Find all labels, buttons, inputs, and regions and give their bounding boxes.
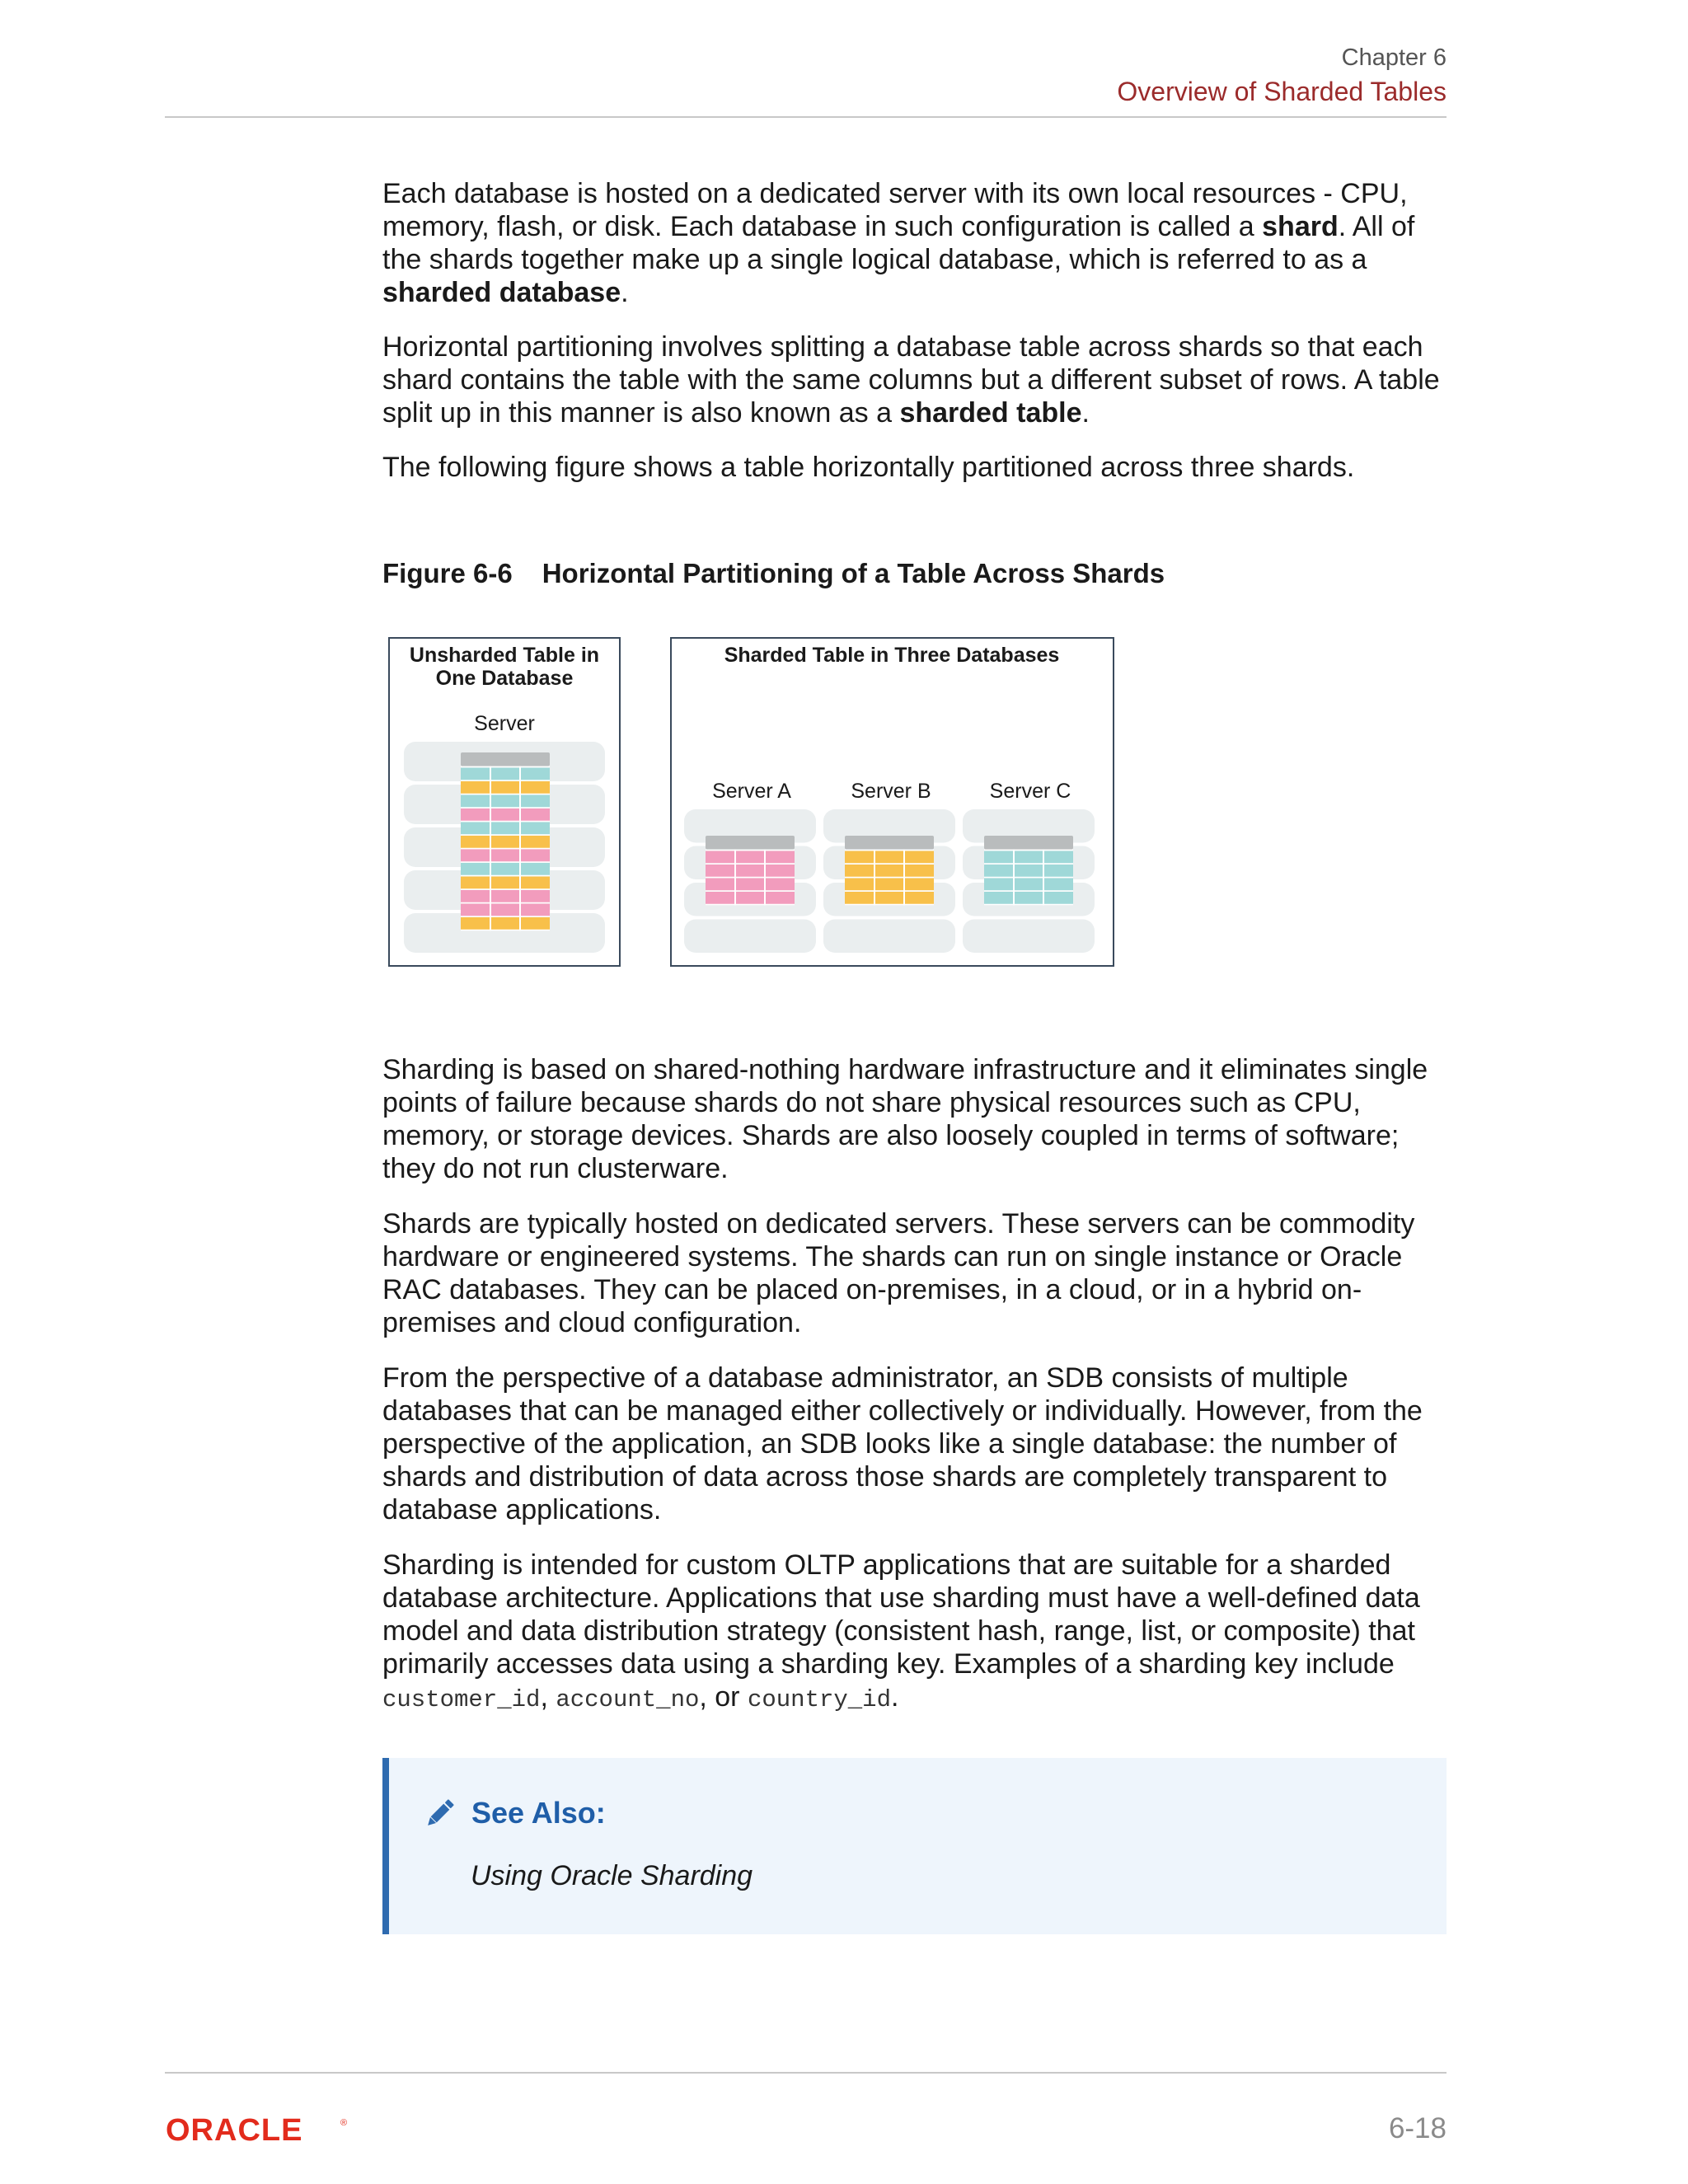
table-row <box>706 879 795 892</box>
table-header <box>706 836 795 850</box>
table-row <box>461 795 550 808</box>
paragraph-7: Sharding is intended for custom OLTP applications that are suitable for a sharded database architecture. Applications that use sharding must have a well-defined data model and data distribution strategy (consistent hash, range, list, or composite) that primarily accesses data using a sharding key. Examples of a sharding key include customer_id, account_no, or country_id. <box>382 1549 1420 1713</box>
server-c-label: Server C <box>989 780 1071 803</box>
code-account-no: account_no <box>556 1686 700 1713</box>
body-text <box>382 1053 1447 1739</box>
table-row <box>706 865 795 878</box>
table-row <box>984 851 1073 865</box>
page-number: 6-18 <box>1388 2112 1447 2144</box>
term-sharded-table: sharded table <box>899 397 1082 429</box>
table-row <box>984 865 1073 878</box>
table-row <box>461 917 550 930</box>
chapter-label: Chapter 6 <box>1341 45 1447 71</box>
table-row <box>845 851 934 865</box>
paragraph-4: Sharding is based on shared-nothing hardware infrastructure and it eliminates single points of failure because shards do not share physical resources such as CPU, memory, or storage devices. Shards are also loosely coupled in terms of software; they do not run clusterware. <box>382 1054 1428 1184</box>
server-icon <box>404 742 605 953</box>
see-also-label: See Also: <box>471 1796 606 1830</box>
table-row <box>706 851 795 865</box>
footer-divider <box>165 2072 1447 2074</box>
oracle-logo <box>166 2116 355 2149</box>
running-header <box>1117 41 1447 109</box>
unsharded-panel <box>389 638 620 966</box>
table-row <box>461 808 550 822</box>
svg-text:ORACLE: ORACLE <box>166 2116 303 2145</box>
sharded-panel <box>671 638 1114 966</box>
code-country-id: country_id <box>747 1686 891 1713</box>
unsharded-server-label: Server <box>474 712 535 735</box>
table-row <box>845 879 934 892</box>
paragraph-3: The following figure shows a table horizontally partitioned across three shards. <box>382 452 1355 483</box>
term-shard: shard <box>1262 211 1339 242</box>
see-also-box <box>382 1758 1447 1934</box>
table-header <box>461 752 550 766</box>
table-row <box>461 890 550 903</box>
intro-text <box>382 177 1447 505</box>
code-customer-id: customer_id <box>382 1686 541 1713</box>
table-row <box>984 892 1073 905</box>
term-sharded-database: sharded database <box>382 277 621 308</box>
figure-number: Figure 6-6 <box>382 558 513 588</box>
table-row <box>706 892 795 905</box>
see-also-heading <box>422 1795 606 1831</box>
see-also-link[interactable]: Using Oracle Sharding <box>471 1860 753 1891</box>
table-row <box>984 879 1073 892</box>
unsharded-title-line1: Unsharded Table in <box>409 644 600 667</box>
server-a-label: Server A <box>712 780 791 803</box>
server-slot <box>963 920 1095 954</box>
table-header <box>845 836 934 850</box>
server-slot <box>684 920 816 954</box>
svg-text:®: ® <box>340 2118 348 2128</box>
figure-caption <box>382 558 1165 589</box>
table-row <box>461 850 550 863</box>
sharded-title: Sharded Table in Three Databases <box>724 644 1060 667</box>
server-slot <box>823 920 955 954</box>
header-divider <box>165 116 1447 118</box>
pencil-icon <box>422 1795 458 1831</box>
table-row <box>845 865 934 878</box>
paragraph-6: From the perspective of a database administrator, an SDB consists of multiple databases that can be managed either collectively or individually. However, from the perspective of the application, an SDB looks like a single database: the number of shards and distribution of data across those shards are completely transparent to database applications. <box>382 1362 1423 1526</box>
sharding-diagram <box>382 635 1124 972</box>
table-row <box>461 904 550 917</box>
server-b-label: Server B <box>851 780 931 803</box>
paragraph-5: Shards are typically hosted on dedicated servers. These servers can be commodity hardware or engineered systems. The shards can run on single instance or Oracle RAC databases. They can be placed on-premises, in a cloud, or in a hybrid on-premises and cloud configuration. <box>382 1208 1415 1338</box>
paragraph-2: Horizontal partitioning involves splitting a database table across shards so that each shard contains the table with the same columns but a different subset of rows. A table split up in this manner is also known as a sharded table. <box>382 331 1440 429</box>
table-row <box>461 836 550 849</box>
table-row <box>845 892 934 905</box>
table-row <box>461 823 550 836</box>
unsharded-title-line2: One Database <box>435 667 574 690</box>
table-row <box>461 877 550 890</box>
section-title-link[interactable]: Overview of Sharded Tables <box>1117 77 1447 106</box>
table-row <box>461 863 550 876</box>
table-row <box>461 768 550 781</box>
figure-title: Horizontal Partitioning of a Table Across Shards <box>542 558 1165 588</box>
table-row <box>461 781 550 794</box>
table-header <box>984 836 1073 850</box>
paragraph-1: Each database is hosted on a dedicated server with its own local resources - CPU, memory, flash, or disk. Each database in such configuration is called a shard. All of the shards together make up a single logical database, which is referred to as a sharded database. <box>382 178 1415 308</box>
